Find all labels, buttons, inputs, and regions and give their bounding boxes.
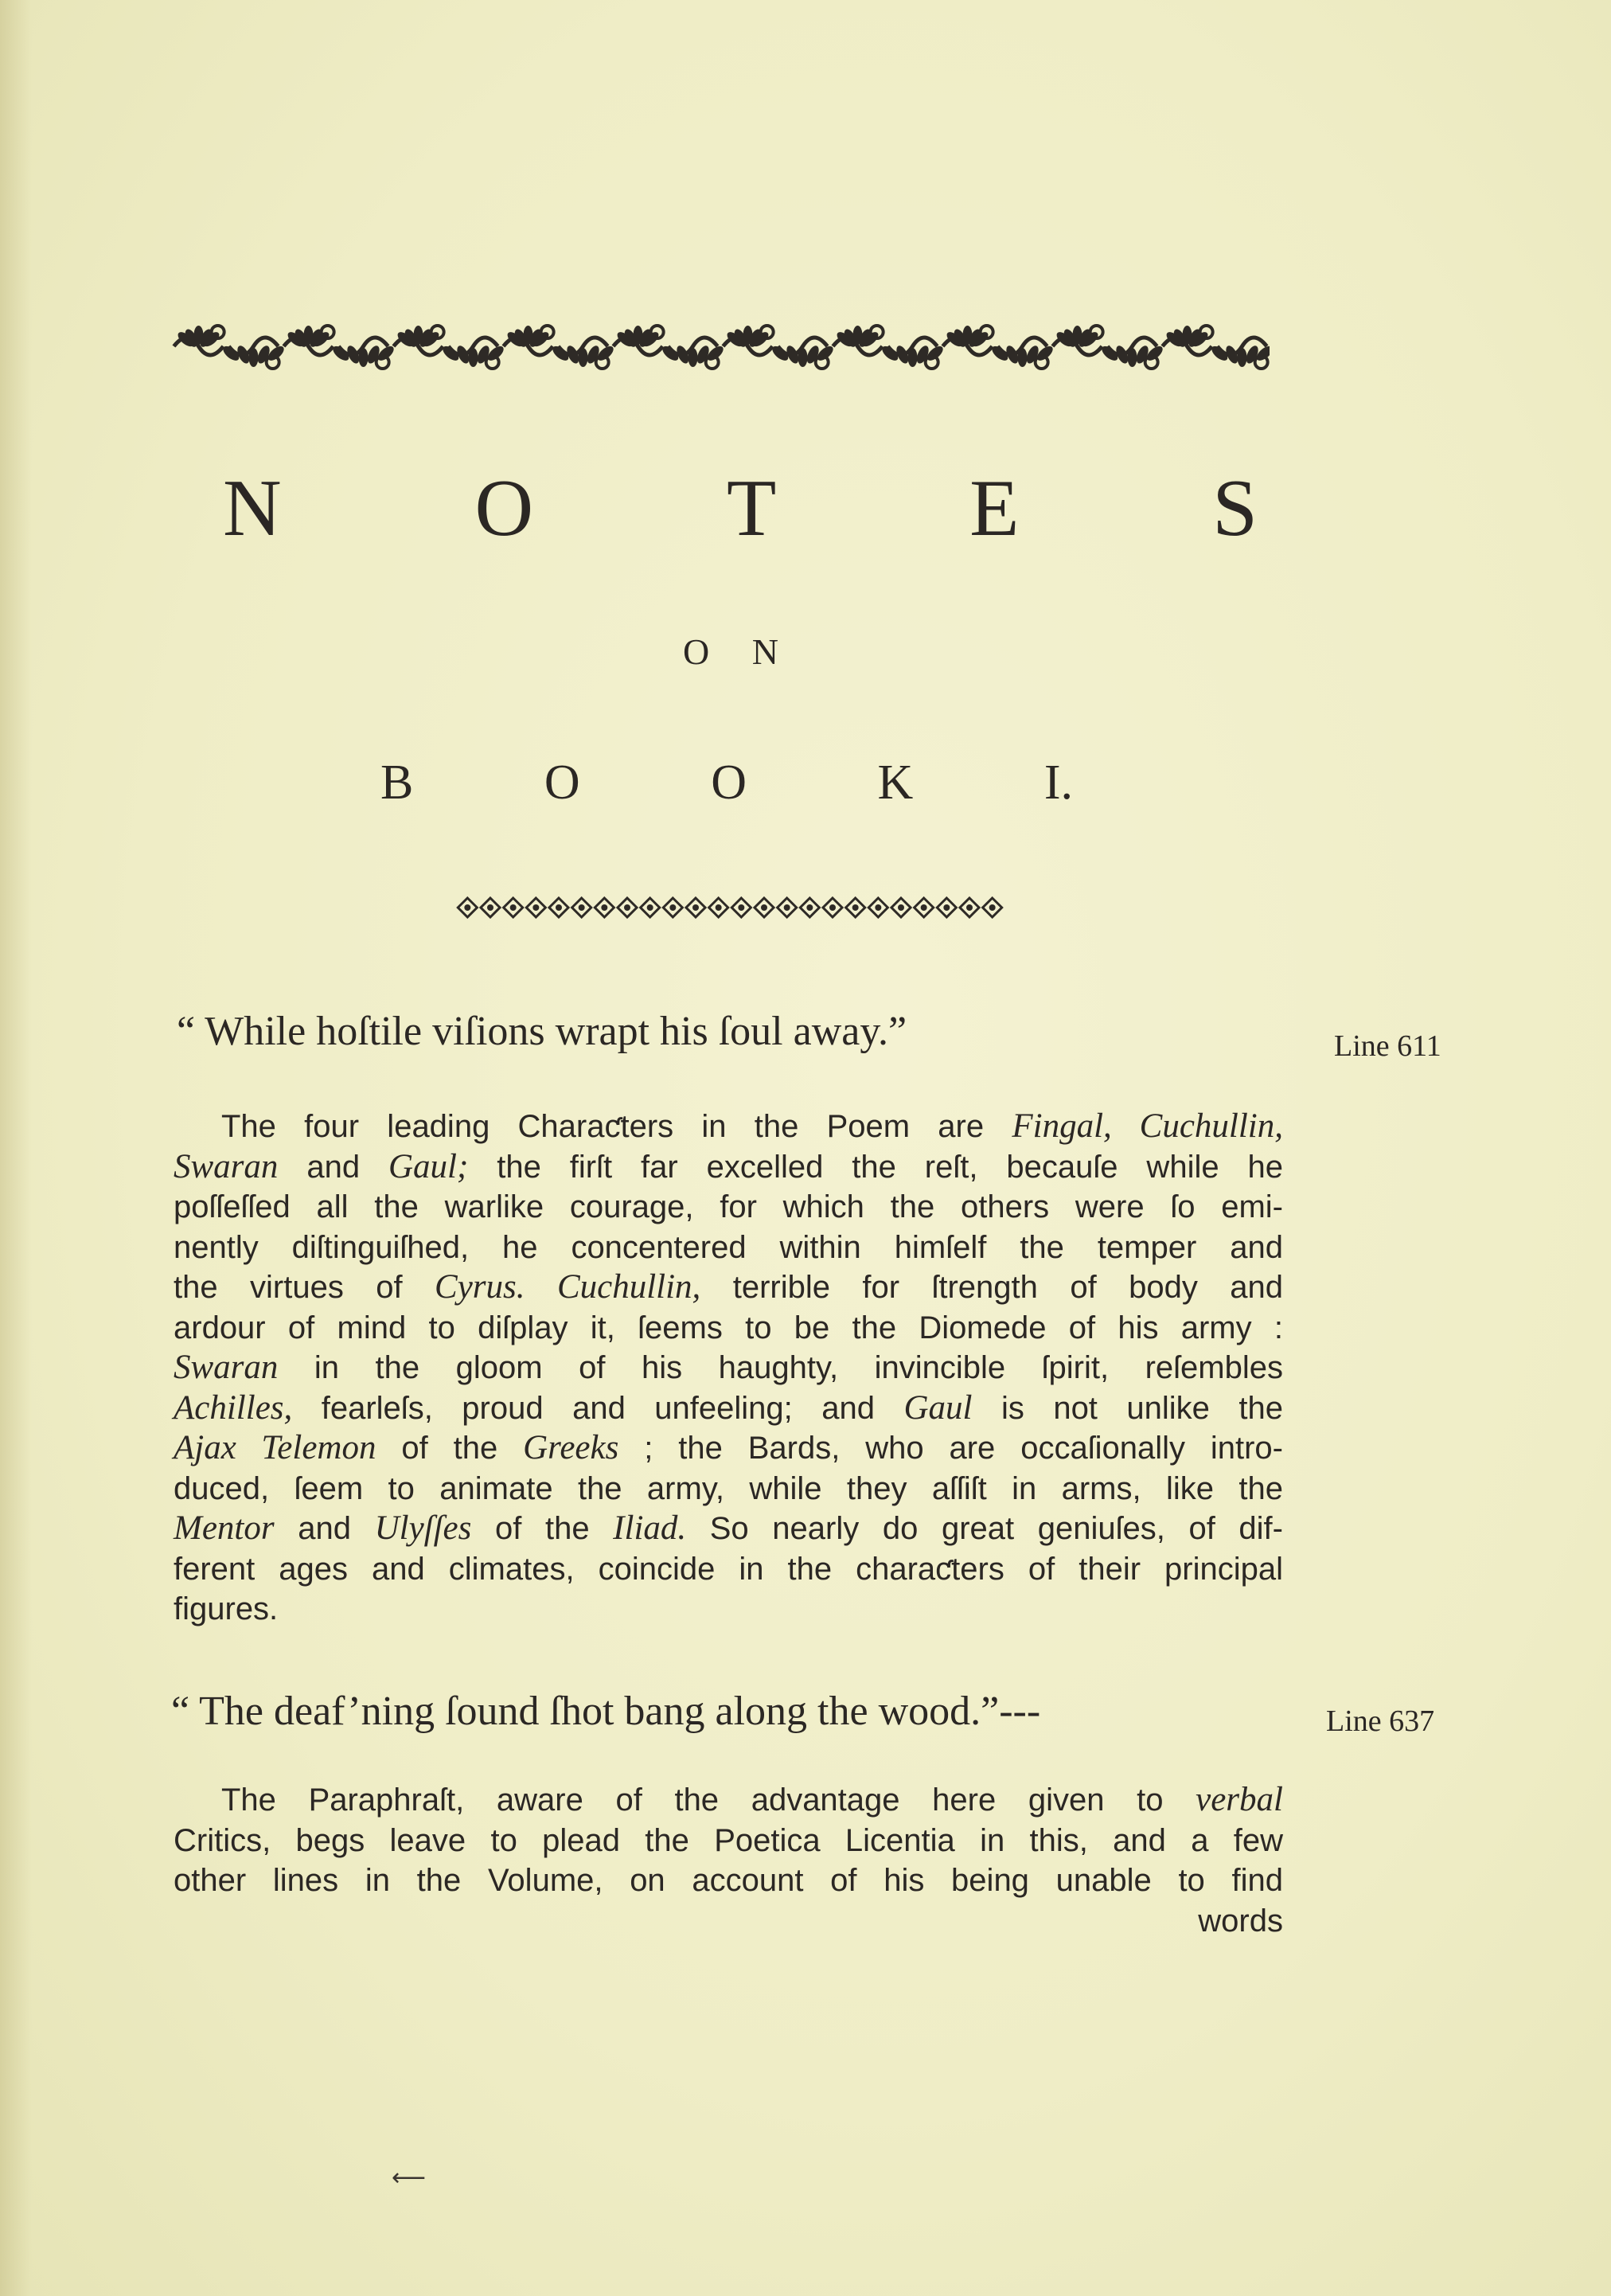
title-letter: O [544, 756, 580, 810]
paragraph-line [174, 1821, 1283, 1861]
rule-dot [806, 904, 813, 911]
text-run: The four leading Charaƈters in the Poem are [221, 1109, 1012, 1144]
text-run: and [274, 1511, 375, 1546]
ornament-leaf [798, 348, 808, 367]
page-edge-shading [0, 0, 32, 2296]
text-run: duced, ſeem to animate the army, while they aſſiſt in arms, like the [174, 1470, 1283, 1506]
rule-dot [761, 904, 767, 911]
rule-dot [579, 904, 585, 911]
rule-dot [647, 904, 653, 911]
italic-term: Cuchullin, [556, 1268, 701, 1306]
rule-dot [464, 904, 470, 911]
catchword: words [1198, 1903, 1283, 1939]
text-run: other lines in the Volume, on account of his being unable to find [174, 1863, 1283, 1898]
italic-term: Fingal, Cuchullin, [1012, 1107, 1283, 1145]
text-run: the virtues of [174, 1270, 435, 1305]
rule-dot [829, 904, 836, 911]
paragraph-line [174, 1107, 1283, 1147]
ornament-leaf [908, 348, 918, 367]
title-letter: O [711, 756, 747, 810]
ornament-leaf [249, 348, 259, 367]
title-letter: E [969, 463, 1020, 553]
text-run: of the [376, 1431, 524, 1466]
text-run: the firſt far excelled the reſt, becauſe while he [468, 1149, 1283, 1185]
rule-dot [601, 904, 607, 911]
note-paragraph [174, 1780, 1283, 1941]
rule-dot [624, 904, 630, 911]
title-notes [223, 462, 1258, 555]
text-run: is not unlike the [972, 1390, 1283, 1426]
italic-term: Achilles, [174, 1388, 293, 1427]
ornament-leaf [1238, 348, 1247, 367]
rule-dot [852, 904, 859, 911]
rule-dot [875, 904, 881, 911]
ornament-leaf [579, 348, 588, 367]
rule-dot [556, 904, 562, 911]
text-run: Critics, begs leave to plead the Poetica Licentia in this, and a few [174, 1822, 1283, 1858]
foot-mark: ⟵ [392, 2164, 427, 2192]
italic-term: Ajax Telemon [174, 1429, 376, 1466]
floral-ornament-band [171, 314, 1270, 378]
note-paragraph [174, 1107, 1283, 1630]
italic-term: verbal [1196, 1781, 1283, 1818]
paragraph-line [174, 1861, 1283, 1901]
paragraph-line [174, 1428, 1283, 1469]
italic-term: Iliad. [613, 1509, 687, 1547]
rule-dot [784, 904, 790, 911]
italic-term: Gaul; [388, 1147, 469, 1185]
rule-dot [943, 904, 950, 911]
paragraph-line [174, 1388, 1283, 1429]
italic-term: Greeks [523, 1429, 619, 1466]
ornament-leaf [469, 348, 478, 367]
rule-dot [487, 904, 493, 911]
rule-dot [669, 904, 676, 911]
ornament-leaf [688, 348, 698, 367]
paragraph-line [174, 1228, 1283, 1268]
text-run [525, 1270, 557, 1305]
italic-term: Ulyſſes [374, 1509, 472, 1547]
rule-dot [716, 904, 722, 911]
note-quote: “ The deaf’ning ſound ſhot bang along the wood.”--- [171, 1689, 1041, 1734]
rule-dot [510, 904, 517, 911]
text-run: ardour of mind to diſplay it, ſeems to be the Diomede of his army : [174, 1310, 1283, 1345]
italic-term: Mentor [174, 1509, 275, 1547]
text-run: The Paraphraſt, aware of the advantage here given to [221, 1783, 1196, 1818]
paragraph-line [174, 1780, 1283, 1821]
rule-dot [921, 904, 927, 911]
title-letter: O [683, 631, 710, 672]
text-run: poſſeſſed all the warlike courage, for which the others were ſo emi- [174, 1189, 1283, 1224]
line-reference: Line 611 [1334, 1029, 1441, 1063]
title-letter: N [223, 463, 282, 553]
text-run: of the [471, 1511, 614, 1546]
paragraph-line [174, 1308, 1283, 1349]
text-run: in the gloom of his haughty, invincible ſpirit, reſembles [278, 1350, 1283, 1385]
line-reference: Line 637 [1326, 1704, 1435, 1738]
rule-dot [738, 904, 744, 911]
title-on [683, 631, 778, 673]
title-letter: S [1212, 463, 1258, 553]
text-run: ferent ages and climates, coincide in the charaƈters of their principal [174, 1551, 1283, 1587]
ornament-leaf [1128, 348, 1137, 367]
rule-dot [692, 904, 699, 911]
paragraph-line [174, 1549, 1283, 1590]
text-run: ; the Bards, who are occaſionally intro- [618, 1431, 1283, 1466]
rule-dot [532, 904, 539, 911]
paragraph-line [174, 1469, 1283, 1509]
note-quote: “ While hoſtile viſions wrapt his ſoul away.” [177, 1009, 907, 1054]
ornament-leaf [1018, 348, 1028, 367]
italic-term: Cyrus. [435, 1268, 525, 1306]
ornament-leaf [359, 348, 369, 367]
paragraph-line [174, 1589, 1283, 1630]
text-run: nently diſtinguiſhed, he concentered within himſelf the temper and [174, 1229, 1283, 1265]
text-run: figures. [174, 1591, 279, 1626]
rule-dot [898, 904, 904, 911]
paragraph-line [174, 1509, 1283, 1549]
rule-dot [966, 904, 973, 911]
rule-dot [989, 904, 996, 911]
title-letter: O [474, 463, 534, 553]
paragraph-line [174, 1147, 1283, 1188]
italic-term: Swaran [174, 1147, 279, 1185]
text-run: So nearly do great geniuſes, of dif- [686, 1511, 1283, 1546]
title-letter: I. [1043, 756, 1073, 810]
title-book [380, 755, 1073, 811]
paragraph-line [174, 1267, 1283, 1308]
text-run: and [278, 1149, 388, 1185]
rule-ornament [456, 896, 1004, 920]
italic-term: Gaul [903, 1388, 973, 1427]
title-letter: T [726, 463, 777, 553]
title-letter: K [877, 756, 914, 810]
title-letter: N [751, 631, 778, 672]
italic-term: Swaran [174, 1349, 279, 1386]
text-run: fearleſs, proud and unfeeling; and [292, 1390, 904, 1426]
paragraph-line [174, 1187, 1283, 1228]
paragraph-line [174, 1348, 1283, 1388]
text-run: terrible for ſtrength of body and [700, 1270, 1283, 1305]
title-letter: B [380, 756, 414, 810]
